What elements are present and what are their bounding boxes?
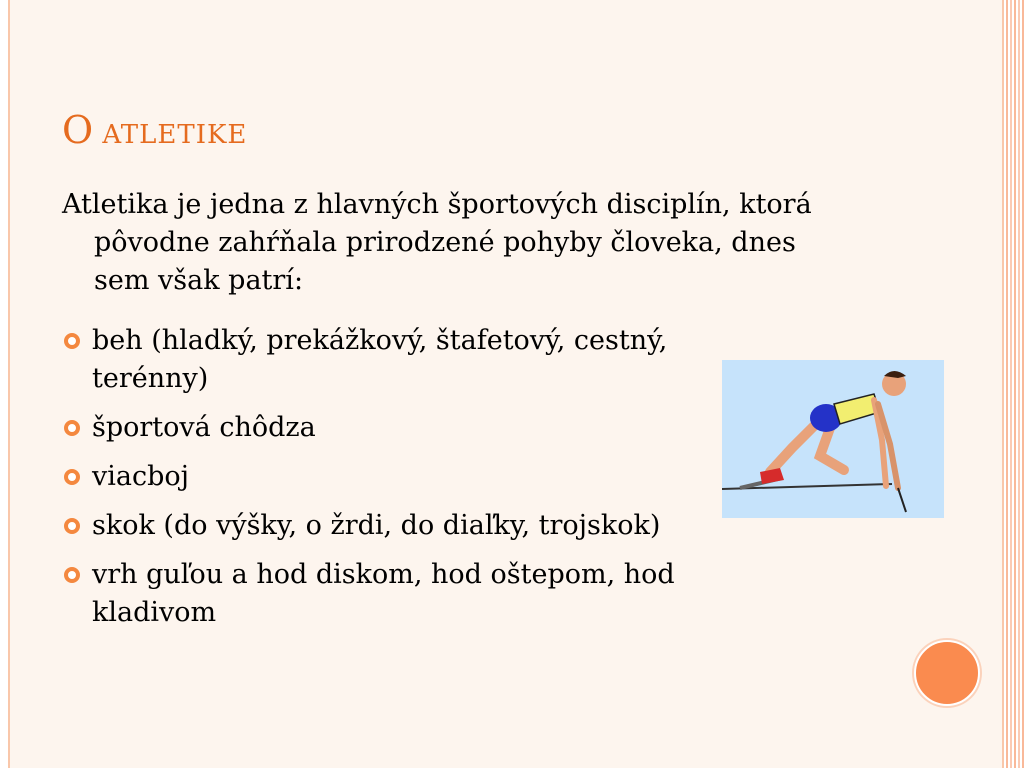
list-item-text: vrh guľou a hod diskom, hod oštepom, hod kladivom	[92, 559, 675, 628]
list-item	[62, 556, 762, 632]
list-item	[62, 409, 762, 447]
illustration-background	[722, 360, 944, 518]
title-rest: ATLETIKE	[93, 120, 248, 150]
list-item	[62, 458, 762, 496]
list-item-text: viacboj	[92, 461, 190, 492]
bullet-icon	[64, 518, 80, 534]
list-item-text: športová chôdza	[92, 412, 316, 443]
slide-title	[62, 108, 247, 152]
sprinter-illustration	[722, 360, 944, 518]
decorative-circle	[914, 640, 980, 706]
list-item	[62, 507, 762, 545]
bullet-list	[62, 322, 762, 643]
list-item	[62, 322, 762, 398]
list-item-text: beh (hladký, prekážkový, štafetový, cestný, terénny)	[92, 325, 668, 394]
bullet-icon	[64, 420, 80, 436]
title-first-letter: O	[62, 108, 94, 152]
bullet-icon	[64, 469, 80, 485]
bullet-icon	[64, 333, 80, 349]
decorative-stripes	[1006, 0, 1024, 768]
bullet-icon	[64, 567, 80, 583]
intro-paragraph: Atletika je jedna z hlavných športových disciplín, ktorá pôvodne zahŕňala prirodzené pohyby človeka, dnes sem však patrí:	[62, 189, 812, 296]
list-item-text: skok (do výšky, o žrdi, do diaľky, trojskok)	[92, 510, 661, 541]
